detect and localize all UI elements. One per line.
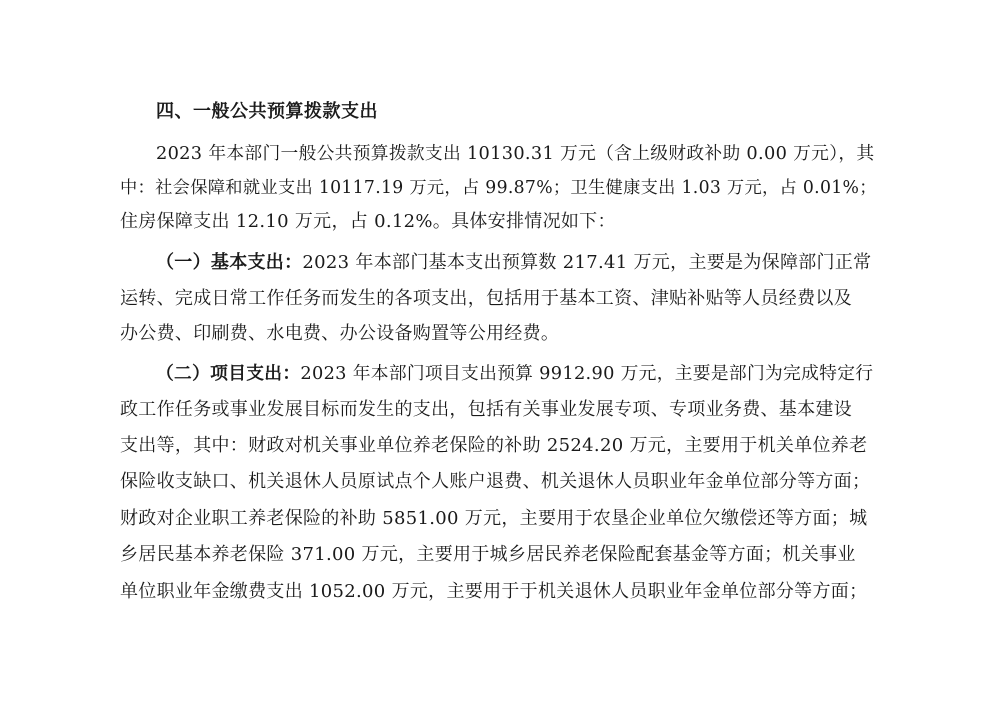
basic-expense-line-3: 办公费、印刷费、水电费、办公设备购置等公用经费。 [120, 323, 560, 344]
project-expense-line-6: 乡居民基本养老保险 371.00 万元，主要用于城乡居民养老保险配套基金等方面；机关事业 [120, 544, 856, 565]
project-expense-line-4: 保险收支缺口、机关退休人员原试点个人账户退费、机关退休人员职业年金单位部分等方面； [120, 471, 871, 492]
basic-expense-label: （一）基本支出： [156, 252, 303, 273]
project-expense-line-2: 政工作任务或事业发展目标而发生的支出，包括有关事业发展专项、专项业务费、基本建设 [120, 399, 852, 420]
section-heading: 四、一般公共预算拨款支出 [156, 101, 378, 122]
project-expense-paragraph-start [156, 362, 873, 386]
project-expense-line-1: 2023 年本部门项目支出预算 9912.90 万元，主要是部门为完成特定行 [300, 364, 874, 384]
project-expense-line-5: 财政对企业职工养老保险的补助 5851.00 万元，主要用于农垦企业单位欠缴偿还等方面；城 [120, 508, 868, 529]
basic-expense-line-1: 2023 年本部门基本支出预算数 217.41 万元，主要是为保障部门正常 [302, 252, 872, 273]
intro-line-1: 2023 年本部门一般公共预算拨款支出 10130.31 万元（含上级财政补助 0.00 万元），其 [156, 144, 875, 164]
project-expense-line-3: 支出等，其中：财政对机关事业单位养老保险的补助 2524.20 万元，主要用于机关单位养老 [120, 435, 868, 456]
project-expense-label: （二）项目支出： [156, 364, 301, 384]
intro-line-3: 住房保障支出 12.10 万元，占 0.12%。具体安排情况如下： [120, 211, 616, 232]
intro-line-2: 中：社会保障和就业支出 10117.19 万元，占 99.87%；卫生健康支出 1.03 万元，占 0.01%； [120, 178, 877, 198]
project-expense-line-7: 单位职业年金缴费支出 1052.00 万元，主要用于于机关退休人员职业年金单位部分等方面； [120, 581, 868, 602]
basic-expense-paragraph-start [156, 251, 871, 275]
basic-expense-line-2: 运转、完成日常工作任务而发生的各项支出，包括用于基本工资、津贴补贴等人员经费以及 [120, 288, 852, 309]
